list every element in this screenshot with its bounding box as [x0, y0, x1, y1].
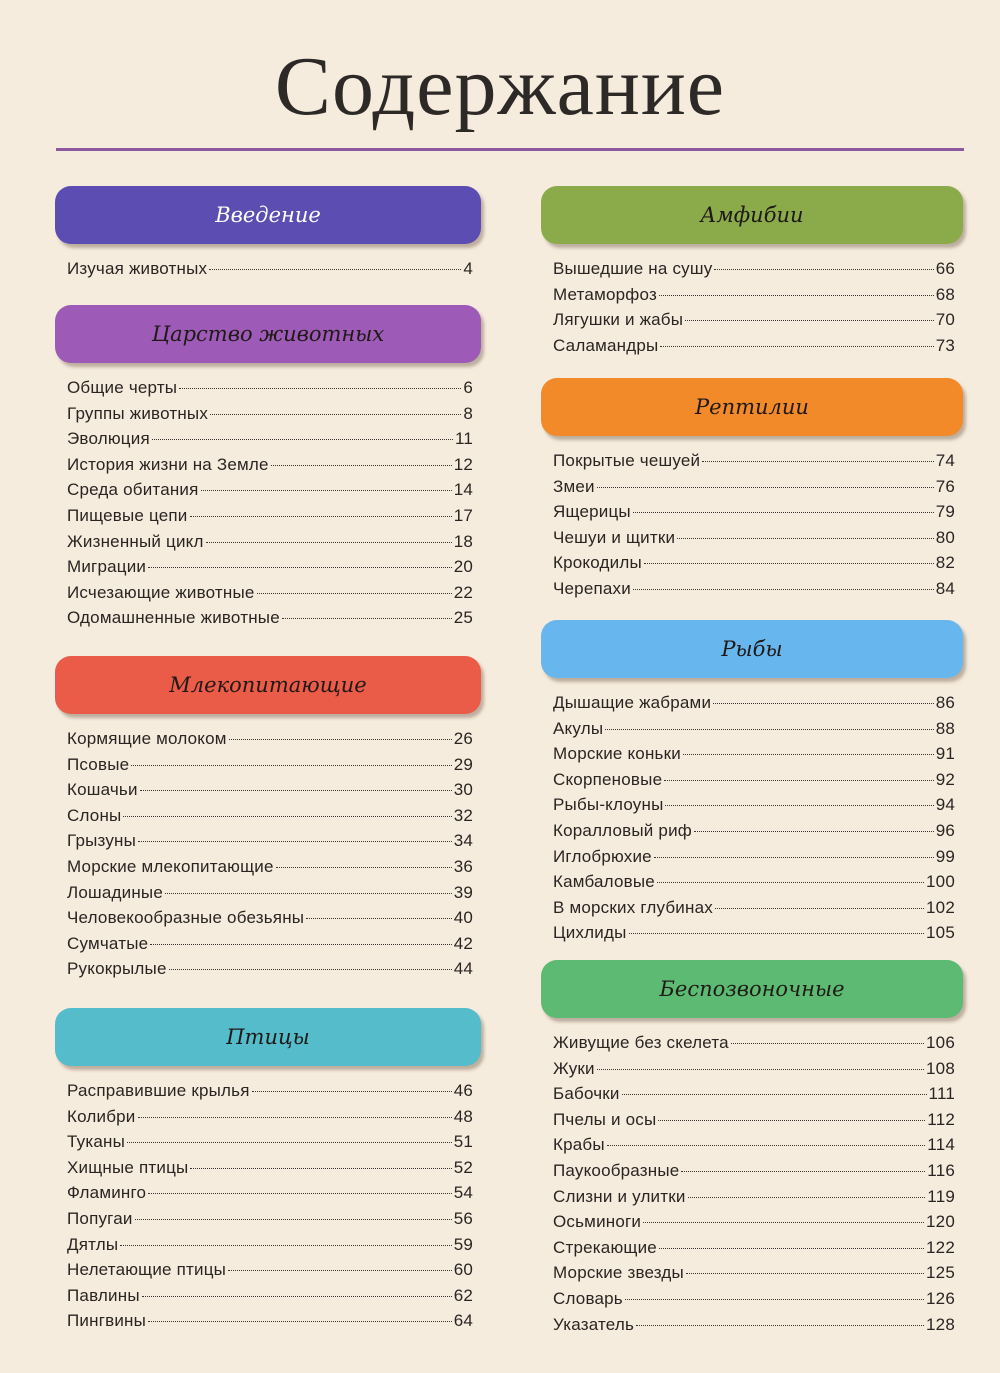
dot-leader — [685, 320, 934, 321]
dot-leader — [142, 1296, 452, 1297]
dot-leader — [148, 1193, 452, 1194]
toc-entry-page-number: 76 — [935, 476, 955, 496]
dot-leader — [660, 346, 933, 347]
toc-entry[interactable] — [553, 1312, 955, 1338]
toc-entry-page-number: 29 — [453, 754, 473, 774]
toc-entry[interactable] — [553, 448, 955, 474]
toc-entry[interactable] — [67, 477, 473, 503]
toc-entry-page-number: 91 — [935, 744, 955, 764]
toc-entry-label: Жизненный цикл — [67, 531, 204, 551]
toc-entry-page-number: 106 — [926, 1033, 955, 1052]
toc-entry-label: Вышедшие на сушу — [553, 259, 713, 278]
toc-entry-label: Иглобрюхие — [553, 846, 652, 866]
dot-leader — [190, 516, 452, 517]
section-banner-ryby[interactable]: Рыбы — [541, 620, 963, 678]
toc-entry-page-number: 111 — [928, 1084, 955, 1104]
toc-entry-label: Пчелы и осы — [553, 1109, 657, 1129]
toc-entry-page-number: 11 — [454, 429, 473, 449]
toc-entry-label: Дятлы — [67, 1234, 119, 1254]
dot-leader — [659, 295, 934, 296]
section-banner-mlekopitayushchie[interactable]: Млекопитающие — [55, 656, 481, 714]
toc-entry[interactable] — [553, 1158, 955, 1184]
toc-entry[interactable] — [553, 576, 955, 602]
toc-entry-page-number: 92 — [935, 769, 955, 789]
dot-leader — [683, 754, 934, 755]
toc-entry[interactable] — [553, 474, 955, 500]
dot-leader — [644, 563, 934, 564]
toc-entry[interactable] — [67, 1180, 473, 1206]
toc-entry[interactable] — [553, 1235, 955, 1261]
toc-entry-page-number: 114 — [927, 1135, 955, 1155]
dot-leader — [677, 538, 934, 539]
toc-entry-page-number: 8 — [463, 403, 473, 423]
toc-entry[interactable] — [553, 869, 955, 895]
toc-entry-page-number: 6 — [463, 378, 473, 397]
dot-leader — [654, 857, 934, 858]
dot-leader — [138, 1117, 452, 1118]
toc-entry-label: Морские коньки — [553, 744, 681, 764]
toc-entry[interactable] — [553, 792, 955, 818]
dot-leader — [657, 882, 924, 883]
dot-leader — [597, 487, 934, 488]
toc-entry[interactable] — [67, 580, 473, 606]
toc-entry-label: Живущие без скелета — [553, 1033, 729, 1052]
toc-entry-label: Рукокрылые — [67, 959, 167, 979]
toc-entry[interactable] — [67, 726, 473, 752]
dot-leader — [643, 1222, 924, 1223]
dot-leader — [688, 1197, 926, 1198]
toc-entry[interactable] — [67, 452, 473, 478]
toc-entry-label: Попугаи — [67, 1208, 133, 1228]
dot-leader — [152, 439, 453, 440]
toc-entry[interactable] — [67, 803, 473, 829]
dot-leader — [209, 269, 461, 270]
toc-entry[interactable] — [553, 741, 955, 767]
dot-leader — [636, 1325, 924, 1326]
toc-entry[interactable] — [67, 1129, 473, 1155]
section-banner-tsarstvo[interactable]: Царство животных — [55, 305, 481, 363]
toc-entry-label: Черепахи — [553, 578, 631, 598]
toc-entry[interactable] — [67, 777, 473, 803]
toc-entry-label: Колибри — [67, 1106, 136, 1126]
toc-entry-page-number: 73 — [935, 335, 955, 355]
dot-leader — [179, 388, 461, 389]
dot-leader — [190, 1168, 451, 1169]
dot-leader — [665, 805, 933, 806]
toc-entry[interactable] — [553, 844, 955, 870]
toc-entry-label: Слоны — [67, 805, 122, 825]
toc-entry-page-number: 39 — [453, 882, 473, 902]
toc-entry-label: Павлины — [67, 1285, 140, 1305]
toc-entry-label: Среда обитания — [67, 480, 199, 500]
toc-entry-page-number: 36 — [453, 856, 473, 876]
toc-entry[interactable] — [553, 1081, 955, 1107]
toc-entry-label: Метаморфоз — [553, 284, 657, 304]
toc-entry-page-number: 68 — [935, 284, 955, 304]
toc-entry-label: Эволюция — [67, 429, 150, 449]
toc-entry-page-number: 82 — [935, 553, 955, 573]
dot-leader — [686, 1273, 924, 1274]
toc-entry-page-number: 99 — [935, 846, 955, 866]
dot-leader — [625, 1299, 924, 1300]
dot-leader — [210, 414, 461, 415]
toc-entry-page-number: 120 — [926, 1212, 955, 1232]
toc-entry-label: Грызуны — [67, 831, 137, 851]
toc-entry-label: Изучая животных — [67, 259, 208, 278]
toc-entry-label: Стрекающие — [553, 1237, 657, 1257]
toc-entry-page-number: 125 — [926, 1263, 955, 1283]
toc-entry-page-number: 66 — [935, 259, 955, 278]
toc-entry[interactable] — [553, 818, 955, 844]
toc-entry[interactable] — [553, 525, 955, 551]
toc-entry-label: Чешуи и щитки — [553, 527, 676, 547]
toc-entry-page-number: 119 — [927, 1186, 955, 1206]
toc-entry-label: Скорпеновые — [553, 769, 663, 789]
dot-leader — [282, 618, 452, 619]
entry-list — [541, 690, 967, 946]
toc-entry-page-number: 17 — [453, 505, 473, 525]
dot-leader — [131, 765, 451, 766]
toc-entry[interactable] — [67, 752, 473, 778]
toc-entry[interactable] — [553, 1209, 955, 1235]
toc-entry-label: Кормящие молоком — [67, 729, 227, 748]
section-bespozvonochnye — [541, 960, 967, 1337]
toc-entry-label: Осьминоги — [553, 1212, 642, 1232]
toc-entry-page-number: 116 — [927, 1160, 955, 1180]
dot-leader — [605, 729, 933, 730]
dot-leader — [148, 567, 452, 568]
dot-leader — [135, 1219, 452, 1220]
toc-entry[interactable] — [553, 307, 955, 333]
dot-leader — [702, 461, 934, 462]
toc-entry-label: Дышащие жабрами — [553, 693, 712, 712]
dot-leader — [633, 589, 934, 590]
entry-list — [55, 1078, 485, 1334]
toc-entry-label: Сумчатые — [67, 933, 149, 953]
toc-entry-page-number: 59 — [453, 1234, 473, 1254]
toc-entry-page-number: 52 — [453, 1157, 473, 1177]
toc-entry-page-number: 79 — [935, 502, 955, 522]
section-banner-ptitsy[interactable]: Птицы — [55, 1008, 481, 1066]
toc-entry-label: Саламандры — [553, 335, 659, 355]
toc-entry[interactable] — [67, 1232, 473, 1258]
toc-entry[interactable] — [67, 905, 473, 931]
toc-entry-page-number: 25 — [453, 608, 473, 628]
toc-entry[interactable] — [67, 1206, 473, 1232]
dot-leader — [150, 944, 451, 945]
toc-entry[interactable] — [553, 1184, 955, 1210]
toc-entry[interactable] — [553, 1107, 955, 1133]
toc-entry[interactable] — [67, 1078, 473, 1104]
dot-leader — [731, 1043, 924, 1044]
toc-entry-label: Пищевые цепи — [67, 505, 188, 525]
toc-entry[interactable] — [553, 282, 955, 308]
toc-entry-page-number: 94 — [935, 795, 955, 815]
toc-entry-label: Акулы — [553, 718, 604, 738]
toc-entry-page-number: 26 — [453, 729, 473, 748]
dot-leader — [206, 542, 452, 543]
toc-entry[interactable] — [553, 895, 955, 921]
toc-entry-label: Покрытые чешуей — [553, 451, 701, 470]
toc-entry-label: Хищные птицы — [67, 1157, 189, 1177]
entry-list — [541, 256, 967, 358]
toc-entry-label: Группы животных — [67, 403, 209, 423]
toc-entry-page-number: 46 — [453, 1081, 473, 1100]
toc-entry[interactable] — [553, 920, 955, 946]
toc-entry-label: Бабочки — [553, 1084, 620, 1104]
section-banner-reptilii[interactable]: Рептилии — [541, 378, 963, 436]
dot-leader — [252, 1091, 452, 1092]
toc-entry-label: Кошачьи — [67, 780, 138, 800]
toc-entry[interactable] — [67, 401, 473, 427]
toc-entry-page-number: 108 — [926, 1058, 955, 1078]
section-amfibii — [541, 186, 967, 358]
toc-entry[interactable] — [553, 716, 955, 742]
toc-entry-label: Словарь — [553, 1288, 623, 1308]
toc-entry-page-number: 128 — [926, 1314, 955, 1334]
toc-entry-page-number: 102 — [926, 897, 955, 917]
toc-entry-label: Камбаловые — [553, 872, 655, 892]
dot-leader — [148, 1321, 452, 1322]
toc-entry-page-number: 12 — [453, 454, 473, 474]
toc-entry[interactable] — [67, 256, 473, 282]
toc-entry-page-number: 4 — [463, 259, 473, 278]
toc-entry[interactable] — [67, 554, 473, 580]
dot-leader — [714, 269, 933, 270]
toc-entry-label: Расправившие крылья — [67, 1081, 250, 1100]
toc-entry-page-number: 14 — [453, 480, 473, 500]
toc-entry[interactable] — [67, 1155, 473, 1181]
toc-entry-label: Пингвины — [67, 1311, 147, 1331]
dot-leader — [633, 512, 934, 513]
toc-entry-page-number: 84 — [935, 578, 955, 598]
toc-entry-label: Слизни и улитки — [553, 1186, 686, 1206]
toc-entry-label: Указатель — [553, 1314, 635, 1334]
toc-entry[interactable] — [67, 1283, 473, 1309]
toc-entry-page-number: 51 — [453, 1132, 473, 1152]
toc-entry-page-number: 44 — [453, 959, 473, 979]
section-ptitsy — [55, 1008, 485, 1334]
dot-leader — [715, 908, 924, 909]
toc-entry-page-number: 100 — [926, 872, 955, 892]
toc-entry-page-number: 112 — [927, 1109, 955, 1129]
toc-entry-label: Туканы — [67, 1132, 126, 1152]
toc-entry-page-number: 96 — [935, 820, 955, 840]
section-tsarstvo — [55, 305, 485, 631]
toc-entry-label: Псовые — [67, 754, 130, 774]
toc-entry-label: Ящерицы — [553, 502, 631, 522]
toc-entry-label: Человекообразные обезьяны — [67, 908, 305, 928]
entry-list — [541, 1030, 967, 1337]
toc-entry-page-number: 34 — [453, 831, 473, 851]
toc-entry[interactable] — [553, 333, 955, 359]
entry-list — [55, 375, 485, 631]
toc-entry[interactable] — [553, 1030, 955, 1056]
toc-entry[interactable] — [67, 375, 473, 401]
dot-leader — [694, 831, 934, 832]
toc-entry[interactable] — [67, 529, 473, 555]
toc-entry-page-number: 60 — [453, 1260, 473, 1280]
toc-entry-label: Общие черты — [67, 378, 178, 397]
toc-entry[interactable] — [553, 1260, 955, 1286]
entry-list — [55, 726, 485, 982]
section-mlekopitayushchie — [55, 656, 485, 982]
toc-entry-label: Крабы — [553, 1135, 605, 1155]
toc-entry[interactable] — [553, 1056, 955, 1082]
toc-entry-label: Морские звезды — [553, 1263, 684, 1283]
section-vvedenie — [55, 186, 485, 282]
toc-entry-label: Рыбы-клоуны — [553, 795, 664, 815]
dot-leader — [713, 703, 934, 704]
toc-entry[interactable] — [67, 880, 473, 906]
toc-entry-label: Миграции — [67, 557, 147, 577]
toc-entry[interactable] — [67, 1308, 473, 1334]
dot-leader — [201, 490, 452, 491]
dot-leader — [169, 969, 452, 970]
toc-entry-label: Жуки — [553, 1058, 595, 1078]
toc-entry[interactable] — [553, 1132, 955, 1158]
toc-entry[interactable] — [67, 1104, 473, 1130]
toc-entry-page-number: 30 — [453, 780, 473, 800]
toc-entry-label: Змеи — [553, 476, 595, 496]
toc-entry-label: Одомашненные животные — [67, 608, 280, 628]
dot-leader — [681, 1171, 925, 1172]
toc-entry-label: Морские млекопитающие — [67, 856, 274, 876]
section-ryby — [541, 620, 967, 946]
toc-entry[interactable] — [553, 499, 955, 525]
toc-entry[interactable] — [67, 931, 473, 957]
toc-entry[interactable] — [553, 767, 955, 793]
toc-entry[interactable] — [553, 256, 955, 282]
toc-entry[interactable] — [67, 426, 473, 452]
toc-entry-page-number: 70 — [935, 310, 955, 330]
toc-entry-page-number: 88 — [935, 718, 955, 738]
toc-entry-page-number: 56 — [453, 1208, 473, 1228]
toc-entry[interactable] — [67, 854, 473, 880]
toc-entry[interactable] — [67, 1257, 473, 1283]
dot-leader — [120, 1245, 451, 1246]
toc-entry-label: Крокодилы — [553, 553, 642, 573]
dot-leader — [597, 1069, 924, 1070]
section-banner-bespozvonochnye[interactable]: Беспозвоночные — [541, 960, 963, 1018]
toc-entry-page-number: 64 — [453, 1311, 473, 1331]
toc-entry-page-number: 40 — [453, 908, 473, 928]
section-banner-vvedenie[interactable]: Введение — [55, 186, 481, 244]
dot-leader — [229, 739, 452, 740]
toc-entry-label: Коралловый риф — [553, 820, 692, 840]
toc-entry-page-number: 54 — [453, 1183, 473, 1203]
toc-entry[interactable] — [553, 1286, 955, 1312]
toc-entry[interactable] — [553, 550, 955, 576]
dot-leader — [658, 1120, 925, 1121]
toc-entry-label: В морских глубинах — [553, 897, 713, 917]
dot-leader — [271, 465, 452, 466]
dot-leader — [127, 1142, 452, 1143]
toc-entry[interactable] — [553, 690, 955, 716]
dot-leader — [664, 780, 933, 781]
toc-entry-label: Фламинго — [67, 1183, 147, 1203]
entry-list — [55, 256, 485, 282]
section-reptilii — [541, 378, 967, 602]
toc-entry-page-number: 20 — [453, 557, 473, 577]
toc-entry-label: История жизни на Земле — [67, 454, 269, 474]
dot-leader — [607, 1145, 926, 1146]
entry-list — [541, 448, 967, 602]
dot-leader — [123, 816, 451, 817]
toc-entry-page-number: 62 — [453, 1285, 473, 1305]
toc-entry-label: Лягушки и жабы — [553, 310, 684, 330]
dot-leader — [276, 867, 452, 868]
section-banner-amfibii[interactable]: Амфибии — [541, 186, 963, 244]
toc-entry-page-number: 80 — [935, 527, 955, 547]
toc-entry-page-number: 74 — [935, 451, 955, 470]
dot-leader — [629, 933, 925, 934]
toc-entry-page-number: 86 — [935, 693, 955, 712]
toc-entry-label: Цихлиды — [553, 923, 627, 943]
dot-leader — [140, 790, 452, 791]
title-divider — [56, 148, 964, 151]
page-title: Содержание — [274, 40, 726, 133]
toc-entry-page-number: 126 — [926, 1288, 955, 1308]
toc-entry-page-number: 32 — [453, 805, 473, 825]
dot-leader — [165, 893, 452, 894]
dot-leader — [138, 841, 452, 842]
toc-entry-page-number: 42 — [453, 933, 473, 953]
toc-entry-label: Паукообразные — [553, 1160, 680, 1180]
dot-leader — [228, 1270, 452, 1271]
toc-entry-page-number: 122 — [926, 1237, 955, 1257]
toc-entry-label: Исчезающие животные — [67, 582, 255, 602]
dot-leader — [659, 1248, 924, 1249]
toc-entry-page-number: 105 — [926, 923, 955, 943]
toc-entry-page-number: 18 — [453, 531, 473, 551]
toc-entry[interactable] — [67, 956, 473, 982]
toc-entry-label: Лошадиные — [67, 882, 163, 902]
toc-entry-page-number: 22 — [453, 582, 473, 602]
dot-leader — [622, 1094, 927, 1095]
toc-entry-label: Нелетающие птицы — [67, 1260, 227, 1280]
toc-entry[interactable] — [67, 605, 473, 631]
toc-entry-page-number: 48 — [453, 1106, 473, 1126]
toc-entry[interactable] — [67, 828, 473, 854]
dot-leader — [306, 918, 451, 919]
toc-entry[interactable] — [67, 503, 473, 529]
dot-leader — [257, 593, 452, 594]
